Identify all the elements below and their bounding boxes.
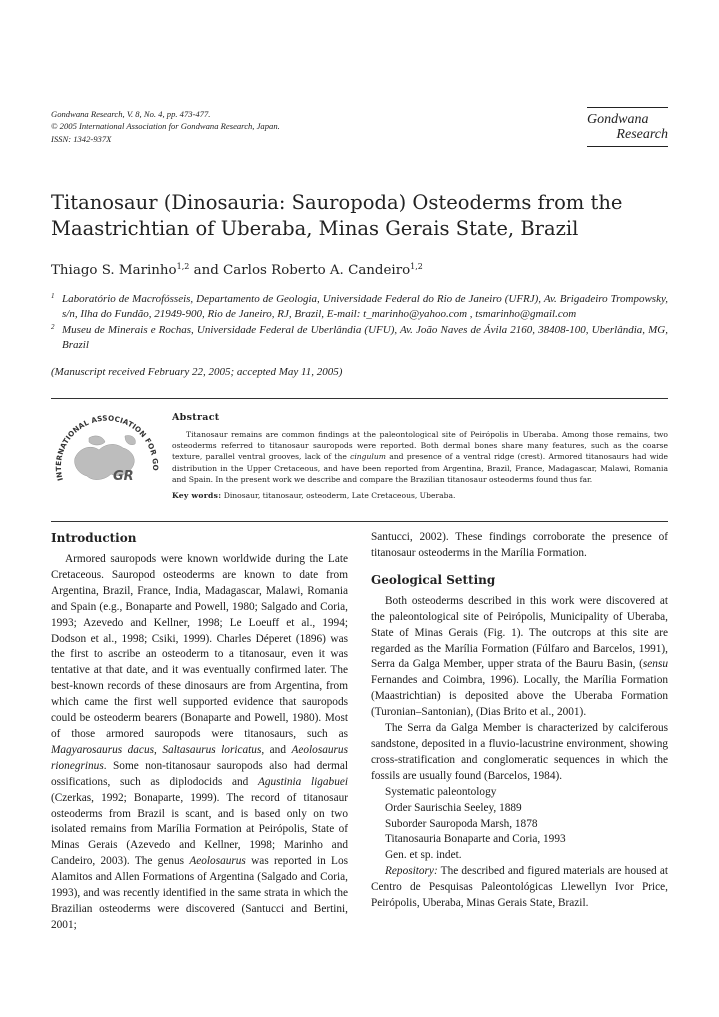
logo-ring-text: INTERNATIONAL ASSOCIATION FOR GO xyxy=(53,413,161,482)
divider xyxy=(51,521,668,522)
repository-text: The described and figured materials are housed at Centro de Pesquisas Paleontológicas Llewellyn Ivor Price, Peirópolis, Uberaba, Minas Gerais State, Brazil. xyxy=(371,865,668,910)
text-segment: (Czerkas, 1992; Bonaparte, 1999). The record of titanosaur osteoderms from Brazil is scant, and is based only on two isolated remains from Marília Formation at Peirópolis, State of Minas Gerais (Azevedo and Kellner, 1998; Marinho and Candeiro, 2003). The genus xyxy=(51,791,348,868)
author-name: Carlos Roberto A. Candeiro xyxy=(223,263,411,278)
gondwana-seal-icon xyxy=(45,408,165,512)
affiliation xyxy=(51,323,668,354)
journal-name-line: Gondwana xyxy=(587,112,649,127)
association-logo xyxy=(45,408,165,512)
section-heading-introduction: Introduction xyxy=(51,531,137,545)
text-segment: and presence of a ventral ridge (crest). Armored titanosaurs had wide distribution in the Upper Cretaceous, and have been reported from Argentina, Brazil, France, Madagascar, Malawi, Romania and Spain. In the present work we describe and compare the Brazilian titanosaur osteoderms found thus far. xyxy=(172,452,669,484)
abstract-section xyxy=(172,412,668,500)
taxonomy-line: Order Saurischia Seeley, 1889 xyxy=(385,801,522,814)
introduction-paragraph xyxy=(51,552,348,934)
citation-line: ISSN: 1342-937X xyxy=(51,133,112,144)
text-segment: Santucci, 2002). These findings corroborate the presence of titanosaur osteoderms in the Marília Formation. xyxy=(371,531,668,559)
article-title xyxy=(51,190,671,242)
logo-initials: GR xyxy=(113,469,134,484)
text-segment: Titanosaur remains are common findings at the paleontological site of Peirópolis in Uberaba. Among those remains, two osteoderms referred to titanosaur sauropods were reported. Both dermal bones share many features, such as the coarse texture, parallel ventral grooves, lack of the xyxy=(172,430,668,462)
text-segment-italic: Magyarosaurus dacus xyxy=(51,743,154,756)
keywords-text: Dinosaur, titanosaur, osteoderm, Late Cretaceous, Uberaba. xyxy=(223,491,456,501)
taxonomy-line: Suborder Sauropoda Marsh, 1878 xyxy=(385,817,538,830)
keywords xyxy=(172,491,668,500)
repository-paragraph xyxy=(371,864,668,912)
author-affiliation-marker: 1,2 xyxy=(176,262,190,271)
right-column xyxy=(371,530,668,912)
author-affiliation-marker: 1,2 xyxy=(410,262,423,271)
geology-paragraph xyxy=(371,594,668,721)
text-segment: , xyxy=(153,743,163,756)
geology-paragraph: The Serra da Galga Member is characterized by calciferous sandstone, deposited in a fluvio-lacustrine environment, showing cross-stratification and conglomeratic sequences in which the fossils are usually found (Barcelos, 1984). xyxy=(371,722,668,782)
taxonomy-line: Systematic paleontology xyxy=(385,785,497,798)
introduction-paragraph-continued xyxy=(371,530,668,562)
text-segment-italic: cingulum xyxy=(350,452,386,462)
journal-citation xyxy=(51,108,280,145)
text-segment-italic: Agustinia ligabuei xyxy=(257,775,349,788)
citation-line: Gondwana Research, V. 8, No. 4, pp. 473-477. xyxy=(51,109,211,119)
author-joiner: and xyxy=(189,263,224,278)
left-column xyxy=(51,530,348,934)
divider xyxy=(51,398,668,399)
text-segment: . Some non-titanosaur sauropods also had dermal ossifications, such as diplodocids and xyxy=(51,759,348,788)
title-line: Titanosaur (Dinosauria: Sauropoda) Osteoderms from the xyxy=(51,191,623,214)
abstract-heading: Abstract xyxy=(172,412,220,423)
affiliation-text: Museu de Minerais e Rochas, Universidade Federal de Uberlândia (UFU), Av. João Naves de Ávila 2160, 38408-100, Uberlândia, MG, Brazil xyxy=(62,324,668,352)
taxonomy-line: Titanosauria Bonaparte and Coria, 1993 xyxy=(385,833,566,846)
affiliation-number: 2 xyxy=(51,323,55,331)
taxonomy-line: Gen. et sp. indet. xyxy=(385,849,462,862)
title-line: Maastrichtian of Uberaba, Minas Gerais State, Brazil xyxy=(51,217,579,240)
journal-name-line: Research xyxy=(616,127,668,142)
section-heading-geological-setting: Geological Setting xyxy=(371,572,496,587)
repository-label: Repository: xyxy=(385,865,438,878)
keywords-label: Key words: xyxy=(172,491,222,501)
affiliation xyxy=(51,292,668,323)
manuscript-dates: (Manuscript received February 22, 2005; accepted May 11, 2005) xyxy=(51,366,343,378)
affiliation-number: 1 xyxy=(51,292,55,300)
text-segment-italic: Aeolosaurus xyxy=(189,855,246,868)
citation-line: © 2005 International Association for Gondwana Research, Japan. xyxy=(51,121,280,132)
journal-name-box xyxy=(587,107,668,147)
affiliation-text: Laboratório de Macrofósseis, Departamento de Geologia, Universidade Federal do Rio de Janeiro (UFRJ), Av. Brigadeiro Trompowsky, s/n, Ilha do Fundão, 21949-900, Rio de Janeiro, RJ, Brazil, E-mail: t_marinho@yahoo.com , tsmarinho@gmail.com xyxy=(62,293,668,321)
text-segment-italic: Aeolosaurus rionegrinus xyxy=(51,743,348,772)
author-list xyxy=(51,258,423,280)
text-segment: Fernandes and Coimbra, 1996). Locally, the Marília Formation (Maastrichtian) is deposited above the Uberaba Formation (Turonian–Santonian), (Dias Brito et al., 2001). xyxy=(371,674,668,719)
author-name: Thiago S. Marinho xyxy=(51,263,177,278)
text-segment: was reported in Los Alamitos and Allen Formations of Argentina (Salgado and Coria, 1993), and was recently identified in the same strata in which the Brazilian osteoderms were discovered (Santucci and Bertini, 2001; xyxy=(51,855,348,931)
text-segment: Armored sauropods were known worldwide during the Late Cretaceous. Sauropod osteoderms are known to date from Argentina, Brazil, France, India, Madagascar, Malawi, Romania and Spain (e.g., Bonaparte and Powell, 1980; Salgado and Coria, 1993; Azevedo and Kellner, 1998; Le Loeuff et al., 1994; Dodson et al., 1998; Csiki, 1999). Charles Déperet (1896) was the first to ascribe an osteoderm to a titanosaur, even it was tentative at that date, and it was eventually confirmed later. The best-known records of these dinosaurs are from Argentina, from which came the first well supported evidence that sauropods could be osteoderm bearers (Bonaparte and Powell, 1980). Most of those armored sauropods were titanosaurs, such as xyxy=(51,553,348,740)
text-segment-italic: Saltasaurus loricatus xyxy=(162,743,262,756)
text-segment-italic: sensu xyxy=(642,658,668,671)
text-segment: Both osteoderms described in this work were discovered at the paleontological site of Peirópolis, Municipality of Uberaba, State of Minas Gerais (Fig. 1). The outcrops at this site are regarded as the Marília Formation (Fúlfaro and Barcelos, 1991), Serra da Galga Member, upper strata of the Bauru Basin, ( xyxy=(371,594,668,671)
text-segment: , and xyxy=(261,743,292,756)
abstract-body xyxy=(172,429,668,485)
